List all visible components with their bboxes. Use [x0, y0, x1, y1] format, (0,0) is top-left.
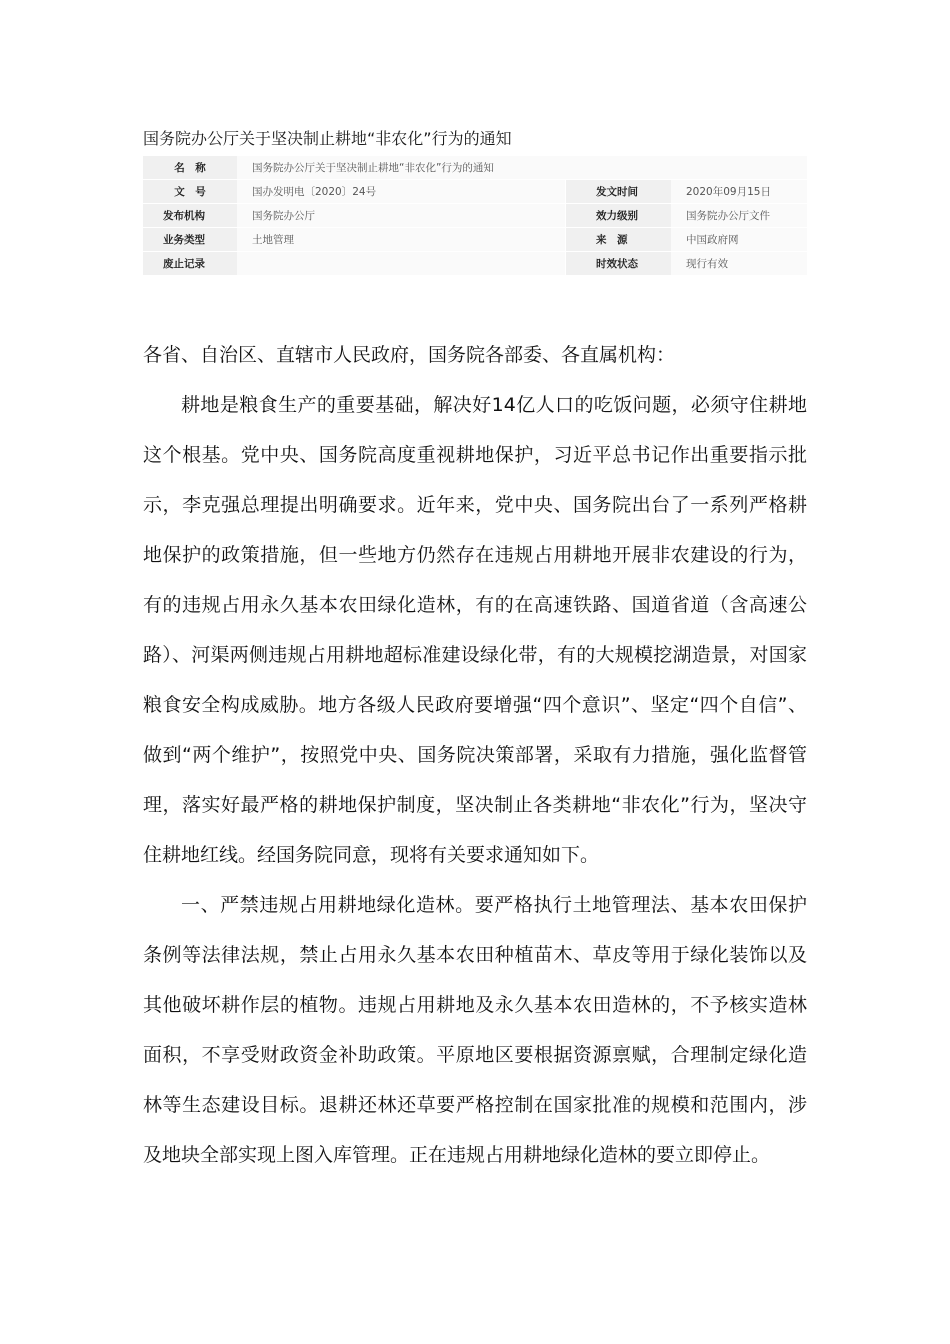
source-label: 来 源 [565, 228, 671, 252]
paragraph-section-one: 一、严禁违规占用耕地绿化造林。要严格执行土地管理法、基本农田保护条例等法律法规，禁止占用永久基本农田种植苗木、草皮等用于绿化装饰以及其他破坏耕作层的植物。违规占用耕地及永久基本农田造林的，不予核实造林面积，不享受财政资金补助政策。平原地区要根据资源禀赋，合理制定绿化造林等生态建设目标。退耕还林还草要严格控制在国家批准的规模和范围内，涉及地块全部实现上图入库管理。正在违规占用耕地绿化造林的要立即停止。 [143, 894, 807, 1166]
level-label: 效力级别 [565, 204, 671, 228]
doc-no-label: 文 号 [143, 180, 237, 204]
name-label: 名 称 [143, 156, 237, 180]
issue-date-label: 发文时间 [565, 180, 671, 204]
issuer-value: 国务院办公厅 [237, 204, 565, 228]
category-label: 业务类型 [143, 228, 237, 252]
source-value: 中国政府网 [671, 228, 807, 252]
category-value: 土地管理 [237, 228, 565, 252]
meta-row-issuer [143, 204, 807, 228]
status-value: 现行有效 [671, 252, 807, 276]
meta-row-repeal [143, 252, 807, 276]
repeal-value [237, 252, 565, 276]
level-value: 国务院办公厅文件 [671, 204, 807, 228]
status-label: 时效状态 [565, 252, 671, 276]
meta-row-doc-no [143, 180, 807, 204]
doc-no-value: 国办发明电〔2020〕24号 [237, 180, 565, 204]
meta-row-name [143, 156, 807, 180]
repeal-label: 废止记录 [143, 252, 237, 276]
name-value: 国务院办公厅关于坚决制止耕地“非农化”行为的通知 [237, 156, 807, 180]
issue-date-value: 2020年09月15日 [671, 180, 807, 204]
paragraph-intro: 耕地是粮食生产的重要基础，解决好14亿人口的吃饭问题，必须守住耕地这个根基。党中央、国务院高度重视耕地保护，习近平总书记作出重要指示批示，李克强总理提出明确要求。近年来，党中央、国务院出台了一系列严格耕地保护的政策措施，但一些地方仍然存在违规占用耕地开展非农建设的行为，有的违规占用永久基本农田绿化造林，有的在高速铁路、国道省道（含高速公路）、河渠两侧违规占用耕地超标准建设绿化带，有的大规模挖湖造景，对国家粮食安全构成威胁。地方各级人民政府要增强“四个意识”、坚定“四个自信”、做到“两个维护”，按照党中央、国务院决策部署，采取有力措施，强化监督管理，落实好最严格的耕地保护制度，坚决制止各类耕地“非农化”行为，坚决守住耕地红线。经国务院同意，现将有关要求通知如下。 [143, 394, 807, 866]
document-body [143, 330, 807, 1180]
document-title: 国务院办公厅关于坚决制止耕地“非农化”行为的通知 [143, 129, 512, 148]
salutation: 各省、自治区、直辖市人民政府，国务院各部委、各直属机构： [143, 344, 676, 366]
document-metadata-table [143, 156, 807, 276]
issuer-label: 发布机构 [143, 204, 237, 228]
meta-row-category [143, 228, 807, 252]
